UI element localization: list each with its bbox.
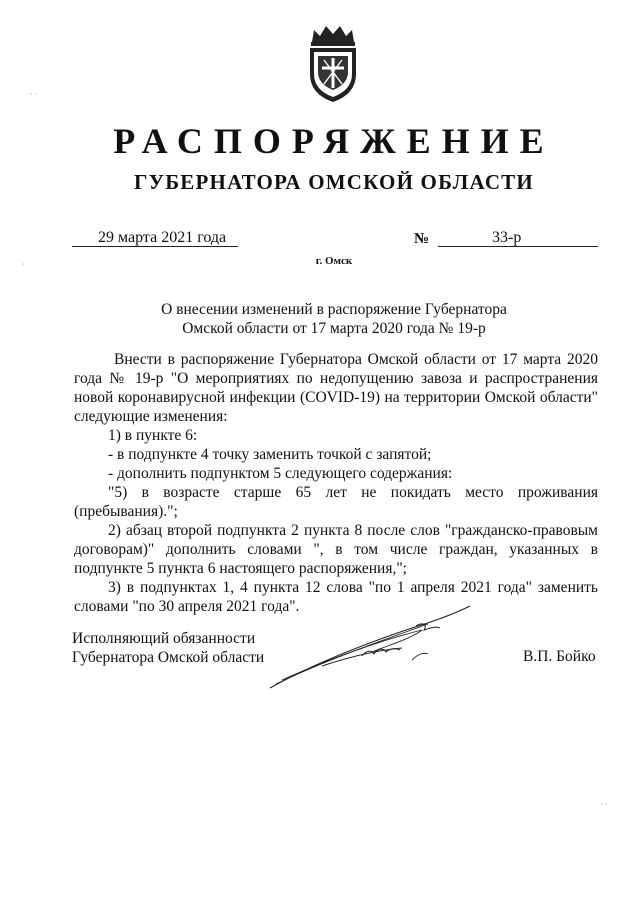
item-2: 2) абзац второй подпункта 2 пункта 8 после слов "гражданско-правовым договорам)" дополнить словами ", в том числе граждан, указанных в подпункте 5 пункта 6 настоящего распоряжения,"; bbox=[74, 522, 598, 577]
item-3: 3) в подпунктах 1, 4 пункта 12 слова "по 1 апреля 2021 года" заменить словами "по 30 апреля 2021 года". bbox=[74, 579, 598, 615]
signer-name: В.П. Бойко bbox=[523, 648, 596, 665]
document-number: 33-р bbox=[492, 229, 522, 246]
item-1-b: - дополнить подпунктом 5 следующего содержания: bbox=[108, 465, 453, 482]
body-intro: Внести в распоряжение Губернатора Омской области от 17 марта 2020 года № 19-р "О мероприятиях по недопущению завоза и распространения новой коронавирусной инфекции (COVID-19) на территории Омской области" следующие изменения: bbox=[74, 351, 598, 425]
scan-noise: · · bbox=[600, 800, 608, 809]
item-1-quote: "5) в возрасте старше 65 лет не покидать место проживания (пребывания)."; bbox=[74, 484, 598, 520]
subject-line-2: Омской области от 17 марта 2020 года № 19-р bbox=[182, 320, 486, 337]
document-body bbox=[74, 350, 598, 616]
number-sign: № bbox=[414, 231, 430, 247]
item-1: 1) в пункте 6: bbox=[108, 427, 198, 444]
handwritten-signature bbox=[262, 600, 474, 692]
document-subtitle: ГУБЕРНАТОРА ОМСКОЙ ОБЛАСТИ bbox=[134, 170, 534, 194]
document-title: РАСПОРЯЖЕНИЕ bbox=[113, 121, 555, 161]
document-date: 29 марта 2021 года bbox=[98, 229, 227, 246]
scan-noise: · bbox=[22, 260, 25, 269]
item-1-a: - в подпункте 4 точку заменить точкой с запятой; bbox=[108, 446, 432, 463]
signer-position bbox=[72, 629, 264, 667]
document-city: г. Омск bbox=[315, 255, 353, 267]
signer-position-line-1: Исполняющий обязанности bbox=[72, 630, 256, 647]
document-subject bbox=[0, 300, 640, 338]
scan-noise: · · bbox=[30, 90, 38, 99]
subject-line-1: О внесении изменений в распоряжение Губернатора bbox=[161, 301, 507, 318]
signer-position-line-2: Губернатора Омской области bbox=[72, 649, 265, 666]
omsk-coat-of-arms-icon bbox=[300, 22, 366, 104]
